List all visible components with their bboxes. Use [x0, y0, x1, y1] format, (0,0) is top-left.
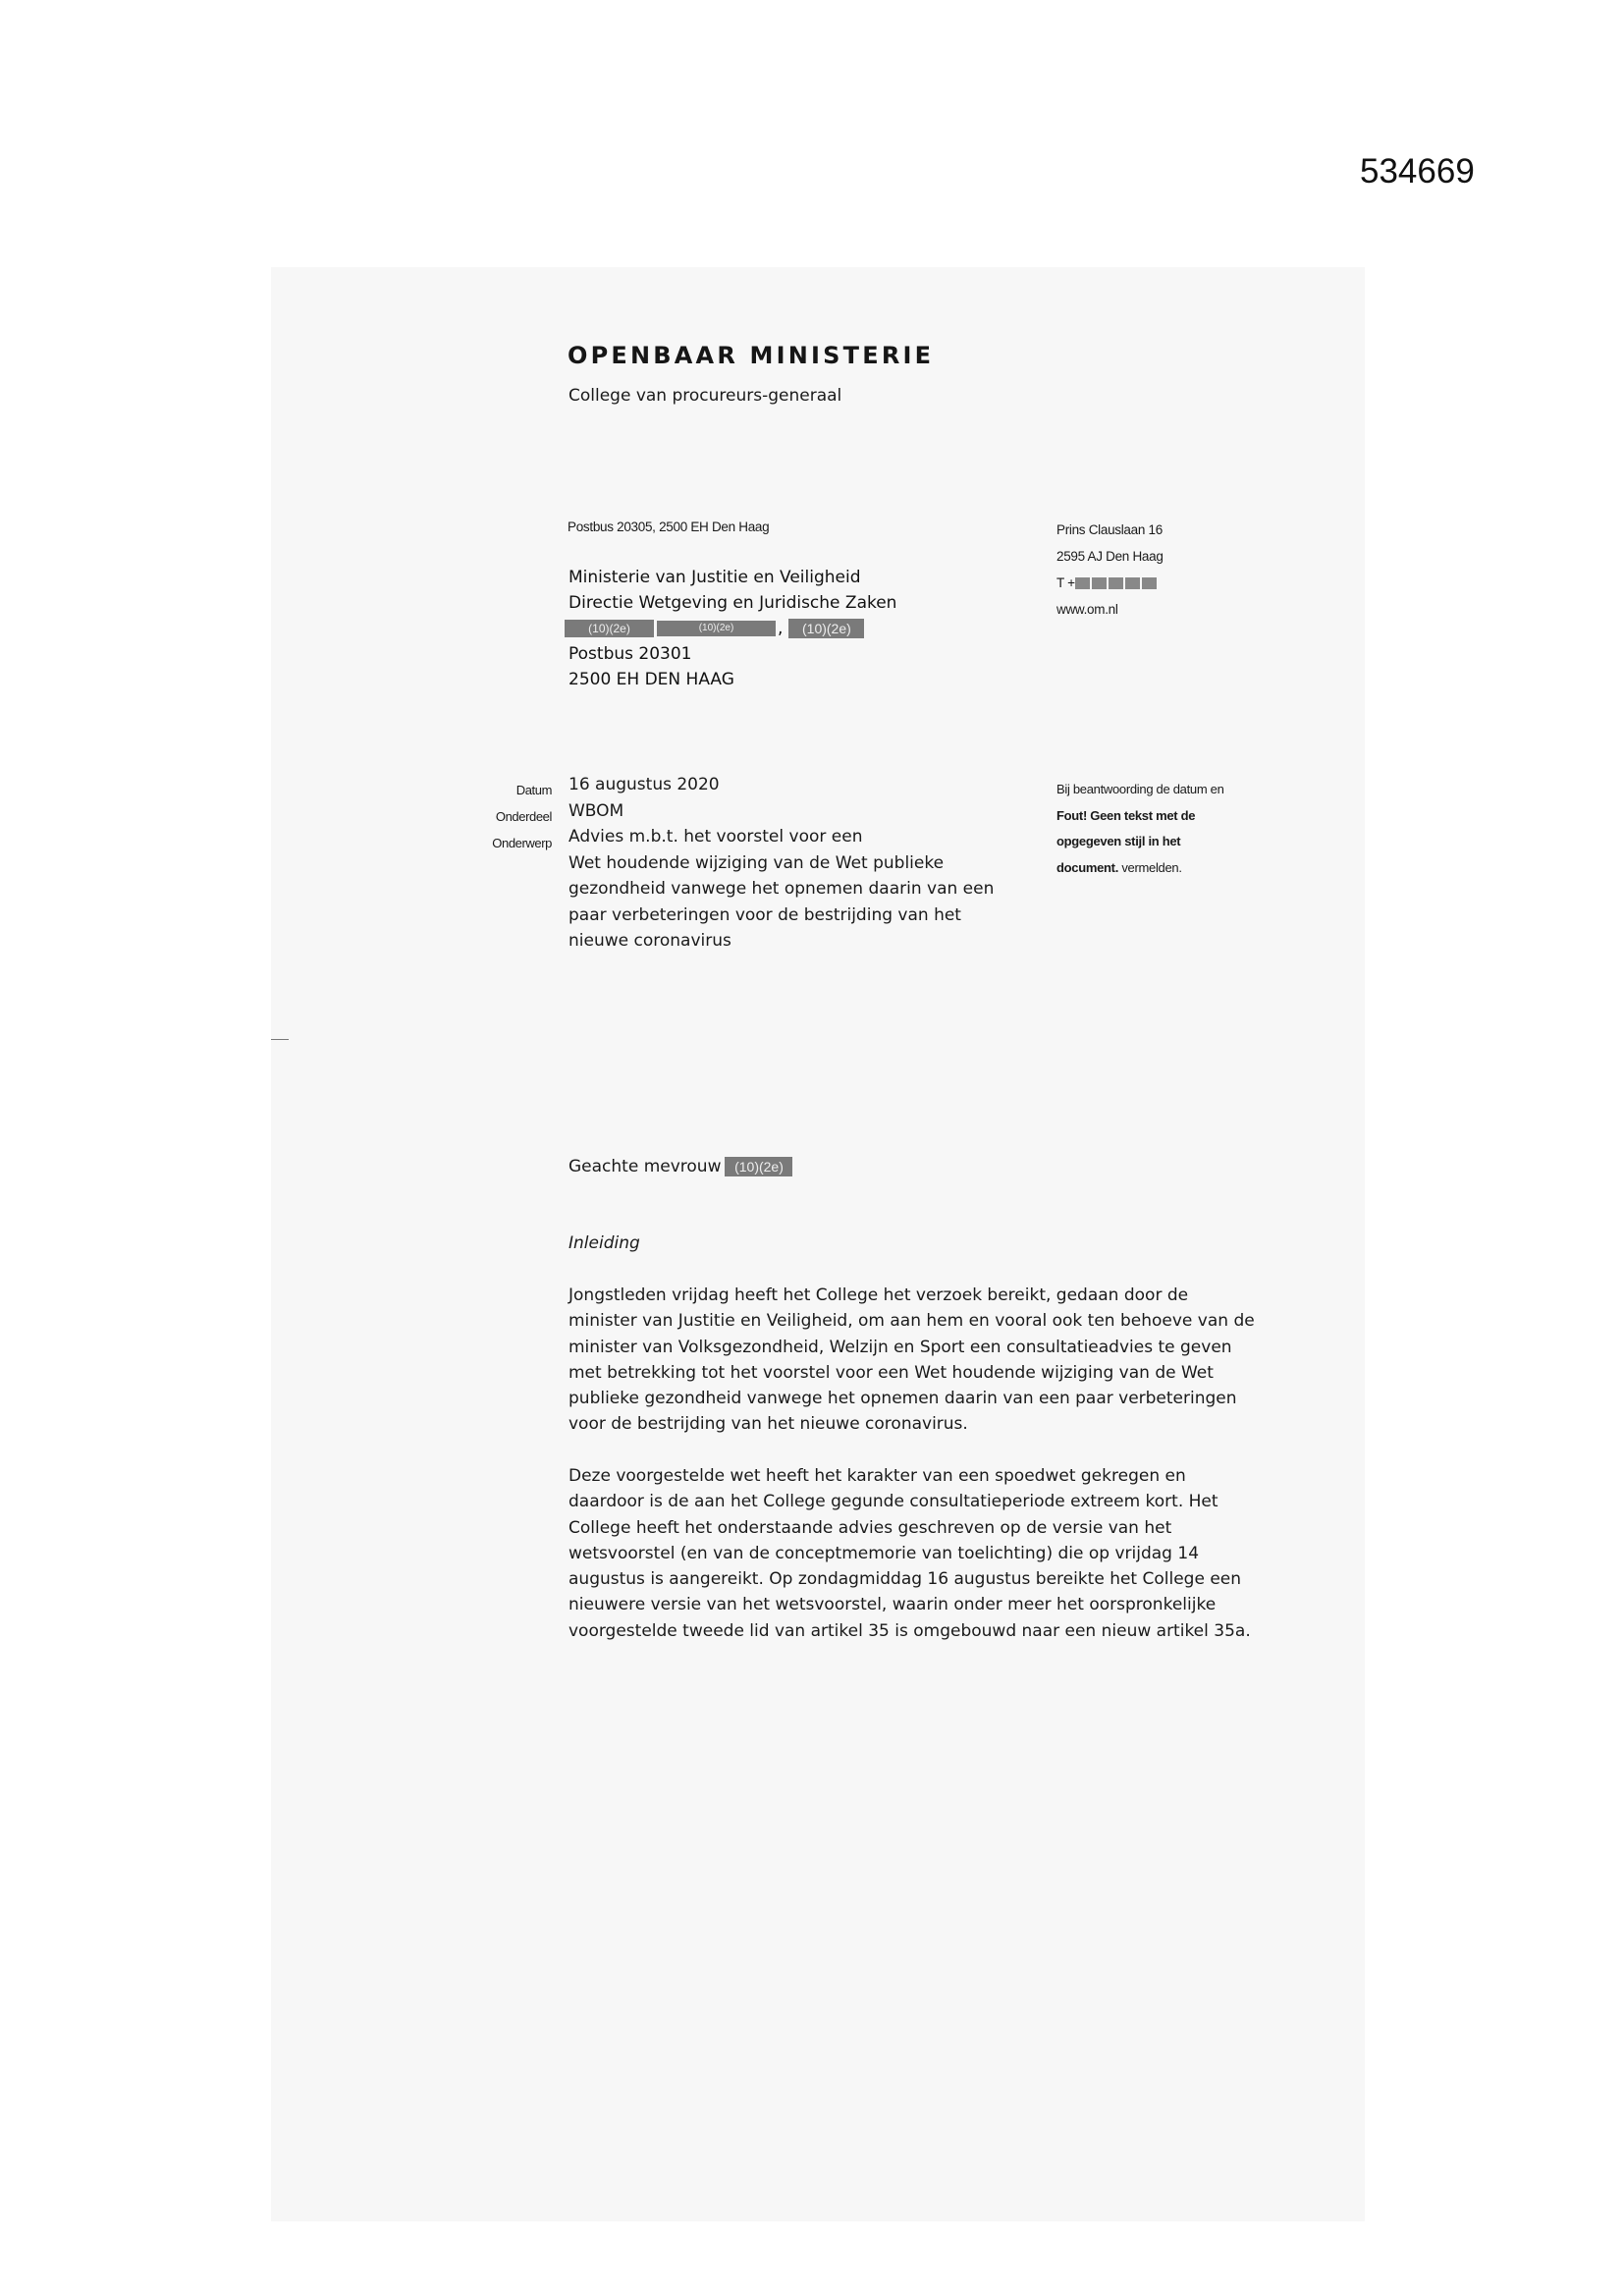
reply-note-line: [1056, 855, 1272, 882]
office-city: 2595 AJ Den Haag: [1056, 549, 1164, 564]
paragraph-line: minister van Volksgezondheid, Welzijn en Sport een consultatieadvies te geven: [568, 1337, 1232, 1357]
recipient-address: [568, 565, 896, 692]
recipient-line: 2500 EH DEN HAAG: [568, 670, 734, 689]
paragraph-line: minister van Justitie en Veiligheid, om aan hem en vooral ook ten behoeve van de: [568, 1311, 1255, 1332]
recipient-line: Postbus 20301: [568, 644, 692, 664]
redaction-box: [1092, 577, 1107, 589]
subject-label: Onderwerp: [492, 836, 552, 850]
separator: ,: [778, 619, 784, 638]
reply-note-rest: vermelden.: [1118, 859, 1182, 875]
paragraph-line: augustus is aangereikt. Op zondagmiddag 16 augustus bereikte het College een: [568, 1569, 1242, 1590]
reply-note-line: Fout! Geen tekst met de: [1056, 807, 1196, 823]
reply-note-bold: document.: [1056, 859, 1119, 875]
sender-return-address: Postbus 20305, 2500 EH Den Haag: [568, 519, 770, 534]
redaction-box: (10)(2e): [565, 620, 654, 637]
reply-note-line: Bij beantwoording de datum en: [1056, 782, 1224, 796]
redaction-box: [1075, 577, 1090, 589]
office-street: Prins Clauslaan 16: [1056, 522, 1163, 537]
office-website: www.om.nl: [1056, 602, 1118, 617]
recipient-line: Ministerie van Justitie en Veiligheid: [568, 568, 861, 587]
subject-line: Advies m.b.t. het voorstel voor een: [568, 827, 863, 847]
date-value: 16 augustus 2020: [568, 775, 720, 794]
subject-line: nieuwe coronavirus: [568, 931, 731, 951]
office-phone: [1056, 570, 1164, 596]
unit-label: Onderdeel: [495, 809, 552, 824]
subject-line: paar verbeteringen voor de bestrijding van het: [568, 904, 961, 925]
subject-line: Wet houdende wijziging van de Wet publieke: [568, 852, 945, 873]
salutation: [568, 1157, 792, 1176]
office-address: [1056, 517, 1164, 623]
organisation-logo-text: OPENBAAR MINISTERIE: [568, 342, 935, 369]
reply-note-line: opgegeven stijl in het: [1056, 834, 1181, 848]
paragraph-line: met betrekking tot het voorstel voor een Wet houdende wijziging van de Wet: [568, 1362, 1214, 1383]
redaction-box: (10)(2e): [725, 1157, 792, 1176]
fold-mark: [271, 1039, 289, 1040]
document-number: 534669: [1360, 152, 1475, 191]
unit-value: WBOM: [568, 800, 624, 821]
paragraph-line: nieuwere versie van het wetsvoorstel, waarin onder meer het oorspronkelijke: [568, 1595, 1217, 1615]
department-name: College van procureurs-generaal: [568, 386, 842, 406]
section-heading: Inleiding: [568, 1233, 640, 1253]
paragraph-line: wetsvoorstel (en van de conceptmemorie van toelichting) die op vrijdag 14: [568, 1543, 1200, 1563]
paragraph-introduction: [568, 1283, 1255, 1438]
meta-values: [568, 772, 1020, 955]
subject-line: gezondheid vanwege het opnemen daarin van een: [568, 879, 995, 899]
redaction-box: (10)(2e): [788, 619, 864, 638]
reply-note: [1056, 777, 1272, 881]
paragraph-line: voor de bestrijding van het nieuwe coronavirus.: [568, 1414, 968, 1435]
scanned-page: [271, 267, 1365, 2221]
redaction-box: [1109, 577, 1123, 589]
paragraph-line: Jongstleden vrijdag heeft het College het verzoek bereikt, gedaan door de: [568, 1285, 1189, 1305]
paragraph-line: daardoor is de aan het College gegunde consultatieperiode extreem kort. Het: [568, 1492, 1218, 1512]
redaction-box: (10)(2e): [657, 621, 776, 636]
phone-prefix: T +: [1056, 575, 1075, 590]
redaction-box: [1142, 577, 1157, 589]
date-label: Datum: [515, 783, 552, 797]
salutation-text: Geachte mevrouw: [568, 1157, 722, 1176]
recipient-line: Directie Wetgeving en Juridische Zaken: [568, 593, 897, 613]
meta-labels: [461, 777, 552, 856]
paragraph-line: voorgestelde tweede lid van artikel 35 is omgebouwd naar een nieuw artikel 35a.: [568, 1620, 1251, 1641]
paragraph-context: [568, 1463, 1251, 1644]
redaction-box: [1125, 577, 1140, 589]
paragraph-line: Deze voorgestelde wet heeft het karakter van een spoedwet gekregen en: [568, 1466, 1186, 1486]
paragraph-line: publieke gezondheid vanwege het opnemen daarin van een paar verbeteringen: [568, 1389, 1237, 1409]
paragraph-line: College heeft het onderstaande advies geschreven op de versie van het: [568, 1517, 1172, 1538]
recipient-redacted-line: [568, 616, 896, 641]
